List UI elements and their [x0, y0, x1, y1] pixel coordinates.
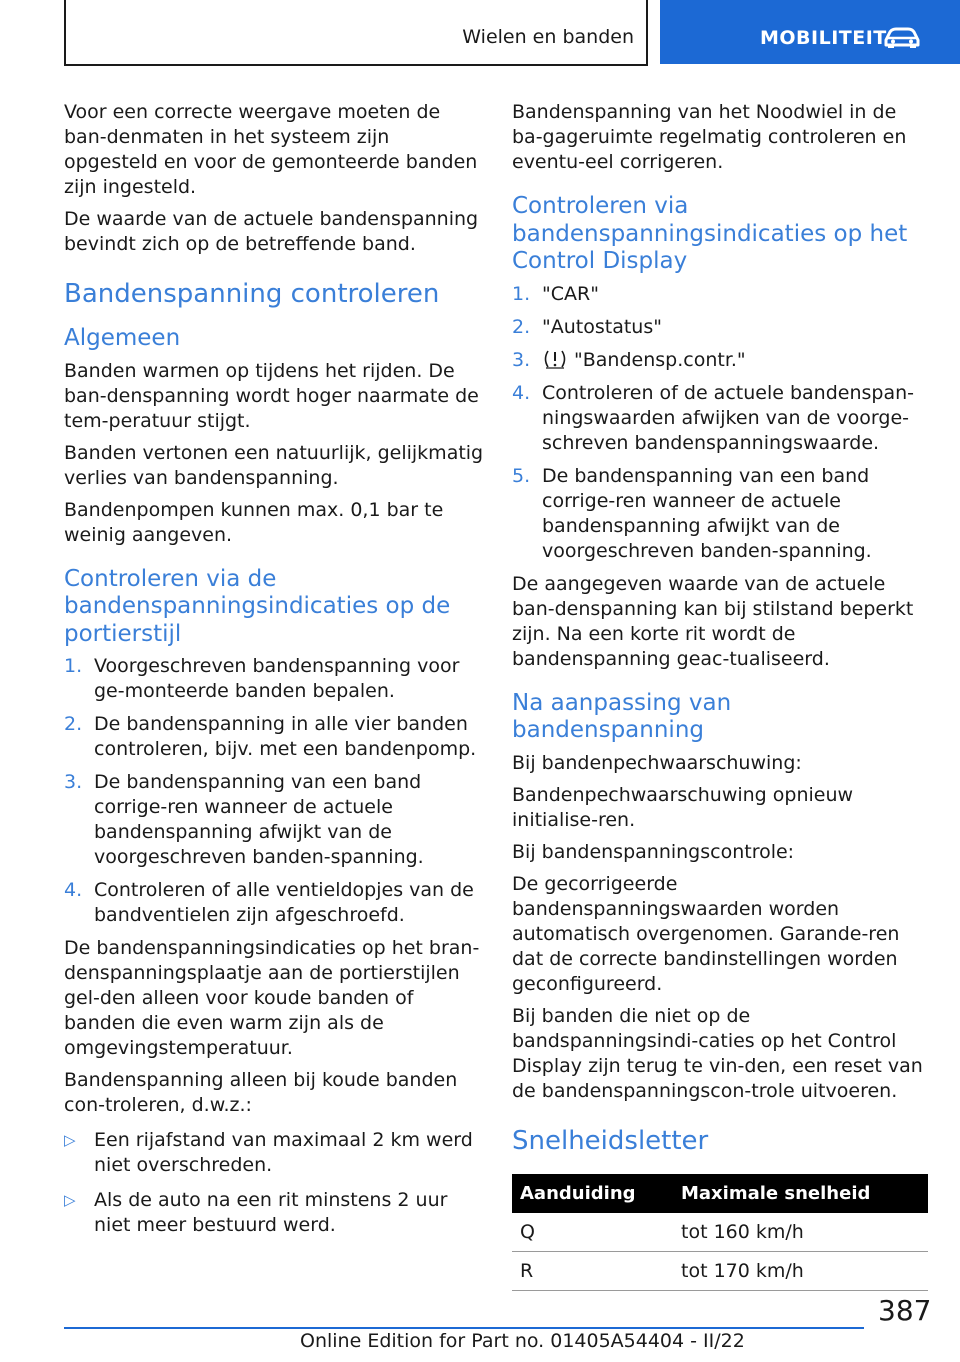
- heading-doorpost-check: Controleren via de bandenspanningsindicaties op de portierstijl: [64, 565, 451, 647]
- general-paragraph-1: Banden warmen op tijdens het rijden. De ban-denspanning wordt hoger naarmate de tem-peratuur stijgt.: [64, 359, 479, 432]
- column-header: Maximale snelheid: [673, 1174, 928, 1213]
- after-paragraph-3: Bij bandenspanningscontrole:: [512, 840, 795, 863]
- column-header: Aanduiding: [512, 1174, 673, 1213]
- table-row: [512, 1213, 928, 1252]
- control-display-steps: [512, 282, 928, 564]
- list-item: 4. Controleren of de actuele bandenspan-ningswaarden afwijken van de voorge-schreven bandenspanningswaarde.: [512, 381, 914, 454]
- after-paragraph-2: Bandenpechwaarschuwing opnieuw initialise-ren.: [512, 783, 854, 831]
- header-right-rule: [646, 0, 648, 66]
- table-row: [512, 1252, 928, 1291]
- general-paragraph-2: Banden vertonen een natuurlijk, gelijkmatig verlies van bandenspanning.: [64, 441, 484, 489]
- intro-paragraph: Voor een correcte weergave moeten de ban-denmaten in het systeem zijn opgesteld en voor de gemonteerde banden zijn ingesteld.: [64, 101, 478, 198]
- spare-wheel-paragraph: Bandenspanning van het Noodwiel in de ba-gageruimte regelmatig controleren en eventu-eel corrigeren.: [512, 101, 907, 173]
- table-cell: tot 170 km/h: [673, 1252, 928, 1291]
- list-item: ▷ Als de auto na een rit minstens 2 uur niet meer bestuurd werd.: [64, 1189, 448, 1236]
- cold-tyres-paragraph: Bandenspanning alleen bij koude banden con-troleren, d.w.z.:: [64, 1069, 458, 1116]
- footer-rule: [64, 1327, 864, 1329]
- header-left-rule: [64, 0, 66, 66]
- chapter-tab[interactable]: [660, 0, 960, 64]
- list-item: 2. De bandenspanning in alle vier banden controleren, bijv. met een bandenpomp.: [64, 713, 477, 760]
- doorpost-steps: [64, 654, 484, 928]
- heading-check-pressure: Bandenspanning controleren: [64, 279, 440, 309]
- table-cell: tot 160 km/h: [673, 1213, 928, 1252]
- right-column: [512, 100, 928, 1291]
- standstill-paragraph: De aangegeven waarde van de actuele ban-denspanning kan bij stilstand beperkt zijn. Na een korte rit wordt de bandenspanning geac-tualiseerd.: [512, 572, 914, 670]
- heading-after-adjustment: Na aanpassing van bandenspanning: [512, 689, 732, 743]
- speed-rating-table: [512, 1174, 928, 1292]
- after-paragraph-5: Bij banden die niet op de bandspanningsindi-caties op het Control Display zijn terug te vin-den, een reset van de bandenspanningscon-trole uitvoeren.: [512, 1004, 923, 1102]
- section-title: Wielen en banden: [462, 26, 634, 48]
- chapter-tab-label: MOBILITEIT: [760, 27, 887, 49]
- after-paragraph-1: Bij bandenpechwaarschuwing:: [512, 751, 802, 774]
- tire-pressure-warning-icon: [542, 349, 568, 369]
- left-column: [64, 100, 484, 1248]
- table-cell: Q: [512, 1213, 673, 1252]
- edition-info: Online Edition for Part no. 01405A54404 - II/22: [300, 1330, 745, 1352]
- page-number: 387: [878, 1294, 932, 1327]
- cold-tyres-conditions: [64, 1128, 484, 1238]
- general-paragraph-3: Bandenpompen kunnen max. 0,1 bar te weinig aangeven.: [64, 498, 444, 546]
- pressure-location-paragraph: De waarde van de actuele bandenspanning bevindt zich op de betreffende band.: [64, 208, 479, 255]
- list-item: 1. "CAR": [512, 282, 599, 305]
- list-item: 3. "Bandensp.contr.": [512, 348, 746, 371]
- doorpost-note-paragraph: De bandenspanningsindicaties op het bran-denspanningsplaatje aan de portierstijlen gel-den alleen voor koude banden of banden die even warm zijn als de omgevingstemperatuur.: [64, 937, 480, 1059]
- triangle-bullet-icon: ▷: [64, 1191, 76, 1209]
- list-item: 5. De bandenspanning van een band corrige-ren wanneer de actuele bandenspanning afwijkt van de voorgeschreven banden-spanning.: [512, 464, 872, 562]
- car-icon: [882, 26, 922, 48]
- header-underline: [64, 64, 648, 66]
- list-item: 1. Voorgeschreven bandenspanning voor ge-monteerde banden bepalen.: [64, 655, 460, 702]
- triangle-bullet-icon: ▷: [64, 1131, 76, 1149]
- list-item: 3. De bandenspanning van een band corrige-ren wanneer de actuele bandenspanning afwijkt van de voorgeschreven banden-spanning.: [64, 771, 424, 868]
- after-paragraph-4: De gecorrigeerde bandenspanningswaarden worden automatisch overgenomen. Garande-ren dat de correcte bandinstellingen worden geconfigureerd.: [512, 872, 900, 995]
- list-item: 4. Controleren of alle ventieldopjes van de bandventielen zijn afgeschroefd.: [64, 879, 474, 926]
- table-header-row: [512, 1174, 928, 1213]
- heading-speed-letter: Snelheidsletter: [512, 1125, 709, 1156]
- heading-control-display-check: Controleren via bandenspanningsindicaties op het Control Display: [512, 193, 908, 274]
- list-item: ▷ Een rijafstand van maximaal 2 km werd niet overschreden.: [64, 1129, 473, 1176]
- heading-general: Algemeen: [64, 325, 181, 351]
- table-cell: R: [512, 1252, 673, 1291]
- list-item: 2. "Autostatus": [512, 315, 662, 338]
